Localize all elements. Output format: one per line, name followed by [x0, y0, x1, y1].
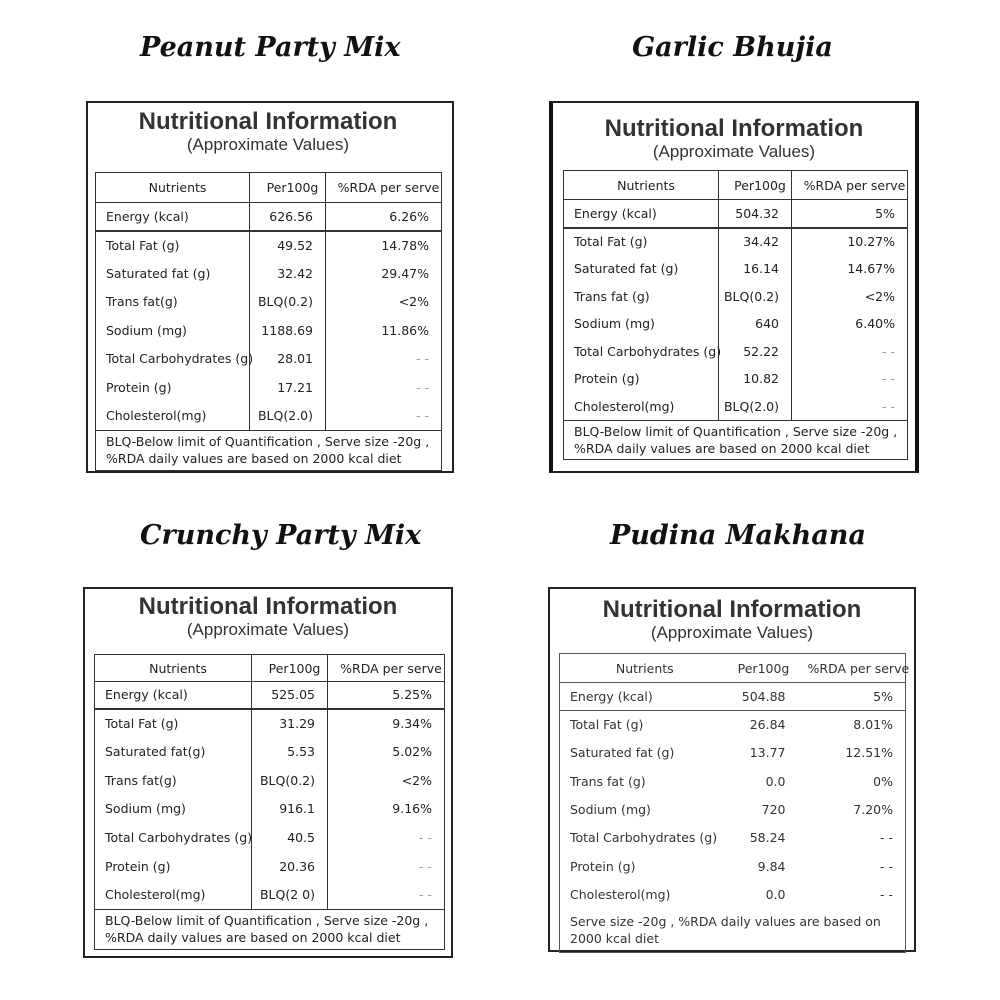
- nutrient-name: Saturated fat (g): [96, 259, 250, 288]
- label-title: Nutritional Information: [138, 108, 398, 135]
- nutrient-name: Cholesterol(mg): [95, 881, 252, 910]
- per-100g-value: BLQ(2.0): [250, 402, 326, 431]
- nutrient-name: Protein (g): [570, 858, 636, 874]
- nutrient-name: Saturated fat (g): [564, 255, 719, 283]
- rda-value: - -: [792, 338, 908, 366]
- column-header: %RDA per serve: [326, 173, 442, 203]
- per-100g-value: BLQ(0.2): [250, 288, 326, 317]
- table-row: [564, 393, 908, 421]
- per-100g-value: BLQ(0.2): [252, 766, 328, 795]
- per-100g-value: 16.14: [719, 255, 792, 283]
- table-row: [564, 228, 908, 256]
- rda-value: 12.51%: [845, 745, 893, 761]
- table-row: [560, 824, 906, 852]
- per-100g-value: 28.01: [250, 345, 326, 374]
- footnote: BLQ-Below limit of Quantification , Serve size -20g , %RDA daily values are based on 2000 kcal diet: [564, 420, 908, 459]
- per-100g-value: BLQ(2 0): [252, 881, 328, 910]
- label-heading: [553, 116, 915, 162]
- rda-value: - -: [326, 402, 442, 431]
- nutrient-name: Total Fat (g): [96, 231, 250, 260]
- label-title: Nutritional Information: [604, 115, 864, 142]
- product-title-pudina-makhana: Pudina Makhana: [610, 520, 866, 551]
- column-header: Nutrients: [564, 171, 719, 200]
- nutrient-name: Total Carbohydrates (g): [96, 345, 250, 374]
- nutrient-name: Total Fat (g): [570, 717, 644, 733]
- column-header: %RDA per serve: [798, 654, 906, 683]
- per-100g-value: 32.42: [250, 259, 326, 288]
- rda-value: 8.01%: [853, 717, 893, 733]
- table-row: [95, 881, 445, 910]
- label-heading: [88, 109, 448, 155]
- table-row: [96, 203, 442, 231]
- table-row: [560, 767, 906, 795]
- rda-value: - -: [880, 886, 893, 902]
- footnote-row: [560, 909, 906, 953]
- rda-value: 5%: [798, 683, 906, 711]
- nutrient-name: Sodium (mg): [570, 802, 651, 818]
- per-100g-value: BLQ(0.2): [719, 283, 792, 311]
- nutrient-name: Energy (kcal): [560, 683, 720, 711]
- rda-value: 6.26%: [326, 203, 442, 231]
- nutrient-name: Trans fat (g): [570, 773, 646, 789]
- rda-value: 5.02%: [328, 737, 445, 766]
- per-100g-value: 52.22: [719, 338, 792, 366]
- table-row: [564, 255, 908, 283]
- per-100g-value: 49.52: [250, 231, 326, 260]
- table-row: [560, 880, 906, 908]
- nutrient-name: Trans fat (g): [564, 283, 719, 311]
- table-row: [95, 852, 445, 881]
- table-header-row: [560, 654, 906, 683]
- table-row: [95, 709, 445, 738]
- nutrition-table: [94, 654, 445, 950]
- per-100g-value: 26.84: [749, 717, 786, 733]
- table-row: [95, 795, 445, 824]
- rda-value: - -: [792, 393, 908, 421]
- footnote-row: [564, 420, 908, 459]
- rda-value: - -: [328, 823, 445, 852]
- table-row: [96, 373, 442, 402]
- nutrient-name: Protein (g): [95, 852, 252, 881]
- per-100g-value: 0.0: [765, 773, 786, 789]
- rda-value: - -: [880, 858, 893, 874]
- nutrient-name: Protein (g): [564, 365, 719, 393]
- label-heading: [85, 594, 451, 640]
- nutrient-name: Total Fat (g): [95, 709, 252, 738]
- nutrient-name: Energy (kcal): [96, 203, 250, 231]
- per-100g-value: 31.29: [252, 709, 328, 738]
- per-100g-value: 17.21: [250, 373, 326, 402]
- label-title: Nutritional Information: [138, 593, 398, 620]
- footnote: BLQ-Below limit of Quantification , Serve size -20g , %RDA daily values are based on 2000 kcal diet: [95, 909, 445, 949]
- rda-value: - -: [328, 852, 445, 881]
- nutrition-table: [559, 653, 910, 953]
- nutrient-name: Total Fat (g): [564, 228, 719, 256]
- nutrient-name: Total Carbohydrates (g): [564, 338, 719, 366]
- nutrient-name: Cholesterol(mg): [570, 886, 671, 902]
- nutrition-label-peanut-party-mix: [86, 101, 454, 473]
- nutrient-name: Sodium (mg): [96, 316, 250, 345]
- nutrient-name: Total Carbohydrates (g): [570, 830, 718, 846]
- table-row: [95, 737, 445, 766]
- rda-value: - -: [880, 830, 893, 846]
- per-100g-value: 916.1: [252, 795, 328, 824]
- column-header: %RDA per serve: [792, 171, 908, 200]
- nutrient-name: Energy (kcal): [95, 682, 252, 709]
- nutrient-name: Energy (kcal): [564, 200, 719, 228]
- table-row: [96, 345, 442, 374]
- per-100g-value: 40.5: [252, 823, 328, 852]
- nutrient-name: Cholesterol(mg): [564, 393, 719, 421]
- column-header: Per100g: [252, 655, 328, 682]
- nutrient-name: Cholesterol(mg): [96, 402, 250, 431]
- table-row: [560, 711, 906, 739]
- rda-value: <2%: [792, 283, 908, 311]
- table-row: [96, 259, 442, 288]
- product-title-garlic-bhujia: Garlic Bhujia: [632, 32, 833, 63]
- column-header: Per100g: [719, 171, 792, 200]
- table-row: [564, 283, 908, 311]
- rda-value: - -: [326, 373, 442, 402]
- footnote: Serve size -20g , %RDA daily values are based on 2000 kcal diet: [570, 914, 881, 947]
- rda-value: 29.47%: [326, 259, 442, 288]
- per-100g-value: 0.0: [765, 886, 786, 902]
- column-header: %RDA per serve: [328, 655, 445, 682]
- per-100g-value: BLQ(2.0): [719, 393, 792, 421]
- table-row: [96, 316, 442, 345]
- rda-value: 14.78%: [326, 231, 442, 260]
- table-row: [95, 682, 445, 709]
- nutrition-label-crunchy-party-mix: [83, 587, 453, 958]
- table-row: [560, 739, 906, 767]
- column-header: Nutrients: [96, 173, 250, 203]
- rda-value: 9.34%: [328, 709, 445, 738]
- column-header: Per100g: [250, 173, 326, 203]
- rda-value: 11.86%: [326, 316, 442, 345]
- table-row: [564, 310, 908, 338]
- table-row: [95, 766, 445, 795]
- rda-value: 10.27%: [792, 228, 908, 256]
- table-row: [560, 795, 906, 823]
- per-100g-value: 10.82: [719, 365, 792, 393]
- nutrient-name: Trans fat(g): [95, 766, 252, 795]
- per-100g-value: 504.88: [720, 683, 798, 711]
- table-row: [95, 823, 445, 852]
- rda-value: <2%: [326, 288, 442, 317]
- table-row: [560, 852, 906, 880]
- per-100g-value: 720: [761, 802, 786, 818]
- nutrient-name: Saturated fat(g): [95, 737, 252, 766]
- per-100g-value: 13.77: [749, 745, 786, 761]
- nutrition-table: [95, 172, 442, 471]
- rda-value: 0%: [873, 773, 893, 789]
- nutrition-label-pudina-makhana: [548, 587, 916, 952]
- per-100g-value: 34.42: [719, 228, 792, 256]
- nutrient-name: Trans fat(g): [96, 288, 250, 317]
- nutrient-name: Total Carbohydrates (g): [95, 823, 252, 852]
- product-title-peanut-party-mix: Peanut Party Mix: [140, 32, 401, 63]
- label-subtitle: (Approximate Values): [650, 623, 814, 642]
- per-100g-value: 504.32: [719, 200, 792, 228]
- rda-value: 6.40%: [792, 310, 908, 338]
- rda-value: 9.16%: [328, 795, 445, 824]
- table-header-row: [95, 655, 445, 682]
- footnote: BLQ-Below limit of Quantification , Serve size -20g , %RDA daily values are based on 2000 kcal diet: [96, 430, 442, 470]
- table-row: [564, 338, 908, 366]
- footnote-row: [96, 430, 442, 470]
- per-100g-value: 5.53: [252, 737, 328, 766]
- nutrition-table: [563, 170, 908, 460]
- nutrient-name: Saturated fat (g): [570, 745, 675, 761]
- label-subtitle: (Approximate Values): [652, 142, 816, 161]
- per-100g-value: 626.56: [250, 203, 326, 231]
- rda-value: - -: [326, 345, 442, 374]
- column-header: Nutrients: [560, 654, 720, 683]
- rda-value: 7.20%: [853, 802, 893, 818]
- product-title-crunchy-party-mix: Crunchy Party Mix: [140, 520, 422, 551]
- rda-value: - -: [792, 365, 908, 393]
- nutrient-name: Sodium (mg): [564, 310, 719, 338]
- per-100g-value: 640: [719, 310, 792, 338]
- nutrient-name: Sodium (mg): [95, 795, 252, 824]
- column-header: Nutrients: [95, 655, 252, 682]
- per-100g-value: 20.36: [252, 852, 328, 881]
- table-row: [96, 288, 442, 317]
- label-subtitle: (Approximate Values): [186, 620, 350, 639]
- rda-value: 5%: [792, 200, 908, 228]
- per-100g-value: 525.05: [252, 682, 328, 709]
- label-subtitle: (Approximate Values): [186, 135, 350, 154]
- nutrition-label-garlic-bhujia: [549, 101, 919, 473]
- rda-value: <2%: [328, 766, 445, 795]
- label-heading: [550, 597, 914, 643]
- column-header: Per100g: [720, 654, 798, 683]
- footnote-row: [95, 909, 445, 949]
- table-row: [564, 365, 908, 393]
- per-100g-value: 58.24: [749, 830, 786, 846]
- rda-value: 14.67%: [792, 255, 908, 283]
- rda-value: 5.25%: [328, 682, 445, 709]
- table-header-row: [564, 171, 908, 200]
- per-100g-value: 9.84: [757, 858, 786, 874]
- table-row: [96, 231, 442, 260]
- label-title: Nutritional Information: [602, 596, 862, 623]
- table-header-row: [96, 173, 442, 203]
- table-row: [560, 683, 906, 711]
- rda-value: - -: [328, 881, 445, 910]
- table-row: [96, 402, 442, 431]
- nutrient-name: Protein (g): [96, 373, 250, 402]
- per-100g-value: 1188.69: [250, 316, 326, 345]
- table-row: [564, 200, 908, 228]
